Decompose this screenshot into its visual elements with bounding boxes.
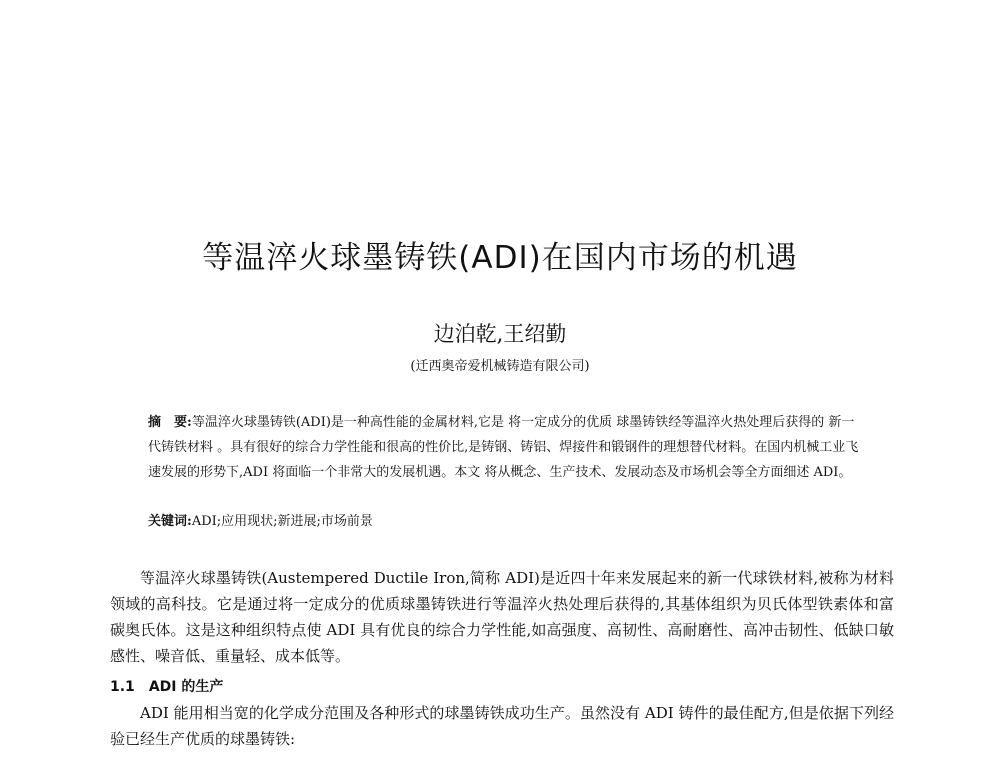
abstract-text: 等温淬火球墨铸铁(ADI)是一种高性能的金属材料,它是 将一定成分的优质 球墨铸铁经等温淬火热处理后获得的 新一代铸铁材料 。具有很好的综合力学性能和很高的性价比,是铸钢、铸铝、焊接件和锻钢件的理想替代材料。在国内机械工业飞速发展的形势下,ADI 将面临一个非常大的发展机遇。本文 将从概念、生产技术、发展动态及市场机会等全方面细述 ADI。 <box>148 415 859 480</box>
keywords-label: 关键词: <box>148 514 192 529</box>
keywords-text: ADI;应用现状;新进展;市场前景 <box>191 514 373 529</box>
paper-authors: 边泊乾,王绍勤 <box>433 322 567 346</box>
section-title: ADI 的生产 <box>148 679 224 695</box>
abstract-block <box>148 410 860 485</box>
body-paragraph-2: ADI 能用相当宽的化学成分范围及各种形式的球墨铸铁成功生产。虽然没有 ADI 铸件的最佳配方,但是依据下列经验已经生产优质的球墨铸铁: <box>110 704 894 748</box>
abstract-label: 摘 要: <box>148 415 192 430</box>
paper-affiliation: (迁西奥帝爱机械铸造有限公司) <box>410 359 590 374</box>
keywords-block <box>148 511 860 533</box>
section-heading <box>110 676 223 696</box>
body-paragraph-1: 等温淬火球墨铸铁(Austempered Ductile Iron,简称 ADI)是近四十年来发展起来的新一代球铁材料,被称为材料领域的高科技。它是通过将一定成分的优质球墨铸铁进行等温淬火热处理后获得的,其基体组织为贝氏体型铁素体和富碳奥氏体。这是这种组织特点使 ADI 具有优良的综合力学性能,如高强度、高韧性、高耐磨性、高冲击韧性、低缺口敏感性、噪音低、重量轻、成本低等。 <box>110 569 894 665</box>
section-number: 1.1 <box>110 679 135 695</box>
paper-title: 等温淬火球墨铸铁(ADI)在国内市场的机遇 <box>202 240 798 276</box>
